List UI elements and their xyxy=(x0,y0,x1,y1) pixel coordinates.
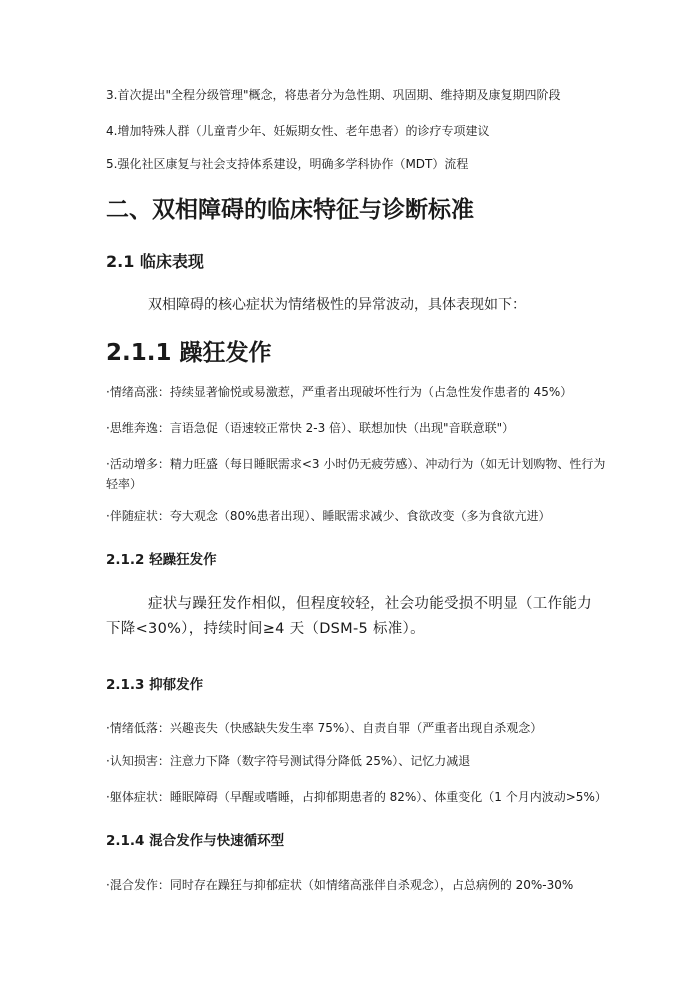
list-item: ·情绪低落：兴趣丧失（快感缺失发生率 75%）、自责自罪（严重者出现自杀观念） xyxy=(106,721,543,735)
subsection-heading: 2.1.4 混合发作与快速循环型 xyxy=(106,833,285,849)
subsection-heading: 2.1.3 抑郁发作 xyxy=(106,677,204,693)
paragraph: 症状与躁狂发作相似，但程度较轻，社会功能受损不明显（工作能力下降<30%），持续时间≥4 天（DSM-5 标准）。 xyxy=(106,596,592,637)
list-item: ·认知损害：注意力下降（数字符号测试得分降低 25%）、记忆力减退 xyxy=(106,754,471,768)
section-heading: 二、双相障碍的临床特征与诊断标准 xyxy=(106,197,474,223)
list-item: ·思维奔逸：言语急促（语速较正常快 2-3 倍）、联想加快（出现"音联意联"） xyxy=(106,421,515,435)
list-item: ·活动增多：精力旺盛（每日睡眠需求<3 小时仍无疲劳感）、冲动行为（如无计划购物、性行为轻率） xyxy=(106,457,606,491)
subsection-heading: 2.1.2 轻躁狂发作 xyxy=(106,552,217,568)
list-item: ·混合发作：同时存在躁狂与抑郁症状（如情绪高涨伴自杀观念），占总病例的 20%-30% xyxy=(106,878,574,892)
paragraph: 双相障碍的核心症状为情绪极性的异常波动，具体表现如下： xyxy=(148,297,526,313)
list-item: ·情绪高涨：持续显著愉悦或易激惹，严重者出现破坏性行为（占急性发作患者的 45%） xyxy=(106,385,573,399)
list-item: ·伴随症状：夸大观念（80%患者出现）、睡眠需求减少、食欲改变（多为食欲亢进） xyxy=(106,509,551,523)
list-item: 4.增加特殊人群（儿童青少年、妊娠期女性、老年患者）的诊疗专项建议 xyxy=(106,124,490,138)
list-item: ·躯体症状：睡眠障碍（早醒或嗜睡，占抑郁期患者的 82%）、体重变化（1 个月内波动>5%） xyxy=(106,790,607,804)
list-item: 3.首次提出"全程分级管理"概念，将患者分为急性期、巩固期、维持期及康复期四阶段 xyxy=(106,88,561,102)
subsection-heading: 2.1 临床表现 xyxy=(106,252,204,271)
list-item: 5.强化社区康复与社会支持体系建设，明确多学科协作（MDT）流程 xyxy=(106,157,469,171)
subsection-heading: 2.1.1 躁狂发作 xyxy=(106,340,272,366)
